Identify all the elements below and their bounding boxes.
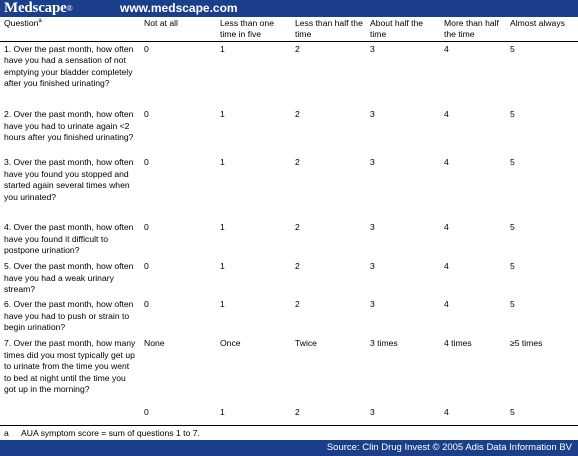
score-cell: 2 (295, 109, 300, 120)
question-cell: 6. Over the past month, how often have you had to push or strain to begin urination? (4, 299, 134, 333)
score-cell: 0 (144, 261, 149, 272)
source-bar (0, 440, 578, 456)
score-cell: 3 (370, 299, 375, 310)
score-cell: 2 (295, 299, 300, 310)
table-footnote (0, 425, 578, 441)
score-cell: 4 (444, 109, 449, 120)
empty-cell (0, 407, 140, 421)
question-cell: 2. Over the past month, how often have you had to urinate again <2 hours after you finished urinating? (4, 109, 134, 143)
score-cell: 3 (370, 222, 375, 233)
table-row (0, 41, 578, 109)
score-cell: 1 (220, 109, 225, 120)
answer-cell: 3 times (370, 338, 398, 349)
registered-mark: ® (66, 4, 73, 13)
question-cell: 5. Over the past month, how often have you had a weak urinary stream? (4, 261, 134, 295)
table-row (0, 109, 578, 157)
score-cell: 4 (444, 222, 449, 233)
score-cell: 3 (370, 261, 375, 272)
answer-cell: Twice (295, 338, 317, 349)
score-cell: 1 (220, 407, 225, 418)
score-cell: 2 (295, 261, 300, 272)
table-row (0, 299, 578, 338)
score-cell: 2 (295, 43, 300, 54)
table-row (0, 338, 578, 407)
site-url-link[interactable]: www.medscape.com (120, 1, 238, 15)
symptom-score-table-container (0, 17, 578, 421)
column-header: About half the time (370, 18, 424, 40)
aua-symptom-table (0, 17, 578, 421)
column-header: Less than half the time (295, 18, 363, 40)
score-cell: 4 (444, 407, 449, 418)
answer-cell: None (144, 338, 165, 349)
question-cell: 1. Over the past month, how often have you had a sensation of not emptying your bladder completely after you finished urinating? (4, 43, 134, 89)
score-cell: 2 (295, 222, 300, 233)
score-cell: 4 (444, 157, 449, 168)
score-cell: 5 (510, 222, 515, 233)
score-cell: 0 (144, 157, 149, 168)
score-cell: 1 (220, 261, 225, 272)
score-cell: 5 (510, 299, 515, 310)
question-cell: 4. Over the past month, how often have you found it difficult to postpone urination? (4, 222, 134, 256)
score-cell: 3 (370, 43, 375, 54)
question-column-header: Question$^a$ (4, 18, 42, 28)
column-header: Not at all (144, 18, 178, 28)
score-cell: 0 (144, 43, 149, 54)
source-text: Source: Clin Drug Invest © 2005 Adis Data Information BV (326, 442, 572, 453)
table-row (0, 261, 578, 299)
column-header: Almost always (510, 18, 565, 28)
score-cell: 0 (144, 407, 149, 418)
column-header: Less than one time in five (220, 18, 274, 40)
logo-text: Medscape (4, 0, 67, 16)
score-cell: 1 (220, 299, 225, 310)
score-cell: 3 (370, 157, 375, 168)
score-cell: 3 (370, 109, 375, 120)
score-cell: 5 (510, 43, 515, 54)
score-cell: 2 (295, 407, 300, 418)
score-cell: 2 (295, 157, 300, 168)
question-cell: 7. Over the past month, how many times did you most typically get up to urinate from the time you went to bed at night until the time you got up in the morning? (4, 338, 136, 394)
table-row (0, 157, 578, 222)
score-cell: 4 (444, 43, 449, 54)
score-cell: 3 (370, 407, 375, 418)
score-cell: 4 (444, 299, 449, 310)
score-cell: 5 (510, 109, 515, 120)
column-header: More than half the time (444, 18, 499, 40)
footnote-mark: a (4, 428, 9, 438)
score-cell: 5 (510, 407, 515, 418)
answer-cell: ≥5 times (510, 338, 543, 349)
scores-row (0, 407, 578, 421)
medscape-header-bar (0, 0, 578, 17)
score-cell: 0 (144, 299, 149, 310)
score-cell: 1 (220, 157, 225, 168)
score-cell: 1 (220, 43, 225, 54)
table-row (0, 222, 578, 261)
score-cell: 5 (510, 261, 515, 272)
score-cell: 0 (144, 222, 149, 233)
score-cell: 0 (144, 109, 149, 120)
table-header-row (0, 17, 578, 41)
score-cell: 5 (510, 157, 515, 168)
answer-cell: Once (220, 338, 241, 349)
answer-cell: 4 times (444, 338, 472, 349)
score-cell: 4 (444, 261, 449, 272)
question-cell: 3. Over the past month, how often have you found you stopped and started again several times when you urinated? (4, 157, 134, 202)
medscape-logo[interactable] (4, 0, 72, 17)
footnote-text: AUA symptom score = sum of questions 1 to 7. (21, 428, 200, 438)
score-cell: 1 (220, 222, 225, 233)
footnote-marker: a (38, 18, 42, 25)
